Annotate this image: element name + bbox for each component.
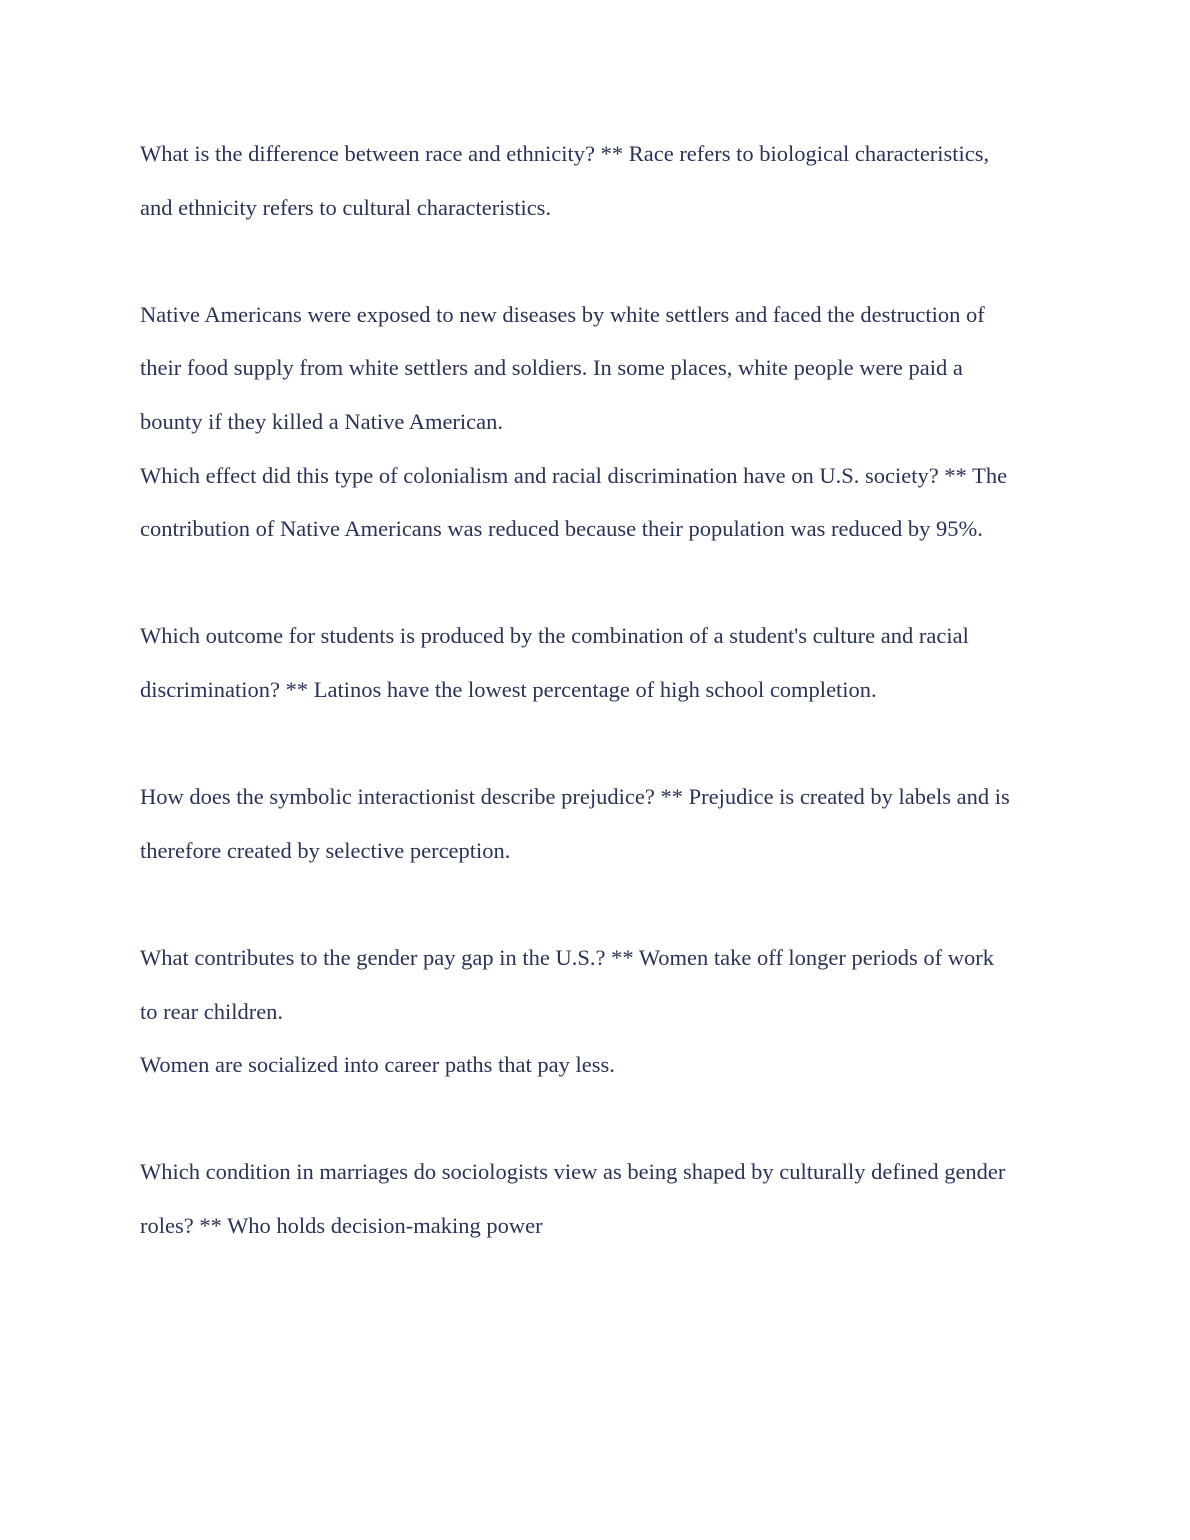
text-line: bounty if they killed a Native American.	[140, 408, 504, 434]
document-body	[140, 127, 1055, 1252]
text-line: What contributes to the gender pay gap in the U.S.? ** Women take off longer periods of work	[140, 944, 995, 970]
text-line: their food supply from white settlers and soldiers. In some places, white people were paid a	[140, 355, 963, 381]
qa-block-race-ethnicity	[140, 127, 1055, 234]
qa-block-native-americans	[140, 288, 1055, 556]
text-line: Women are socialized into career paths that pay less.	[140, 1052, 615, 1078]
text-line: contribution of Native Americans was reduced because their population was reduced by 95%.	[140, 516, 983, 542]
text-line: Native Americans were exposed to new diseases by white settlers and faced the destruction of	[140, 301, 985, 327]
text-line: discrimination? ** Latinos have the lowest percentage of high school completion.	[140, 676, 877, 702]
paragraph-gap	[140, 556, 1055, 610]
paragraph-gap	[140, 877, 1055, 931]
qa-block-marriage-gender-roles	[140, 1145, 1055, 1252]
text-line: What is the difference between race and ethnicity? ** Race refers to biological characteristics,	[140, 141, 990, 166]
paragraph-gap	[140, 717, 1055, 771]
text-line: Which effect did this type of colonialism and racial discrimination have on U.S. society? ** The	[140, 462, 1008, 488]
text-line: roles? ** Who holds decision-making power	[140, 1212, 543, 1238]
text-line: and ethnicity refers to cultural characteristics.	[140, 194, 552, 220]
paragraph-gap	[140, 234, 1055, 288]
text-line: Which condition in marriages do sociologists view as being shaped by culturally defined gender	[140, 1159, 1006, 1185]
qa-block-student-outcome	[140, 609, 1055, 716]
text-line: How does the symbolic interactionist describe prejudice? ** Prejudice is created by labels and is	[140, 784, 1010, 810]
paragraph-gap	[140, 1092, 1055, 1146]
text-line: to rear children.	[140, 998, 284, 1024]
text-line: therefore created by selective perception.	[140, 837, 511, 863]
qa-block-symbolic-interactionist	[140, 770, 1055, 877]
text-line: Which outcome for students is produced by the combination of a student's culture and racial	[140, 623, 969, 649]
qa-block-gender-pay-gap	[140, 931, 1055, 1092]
